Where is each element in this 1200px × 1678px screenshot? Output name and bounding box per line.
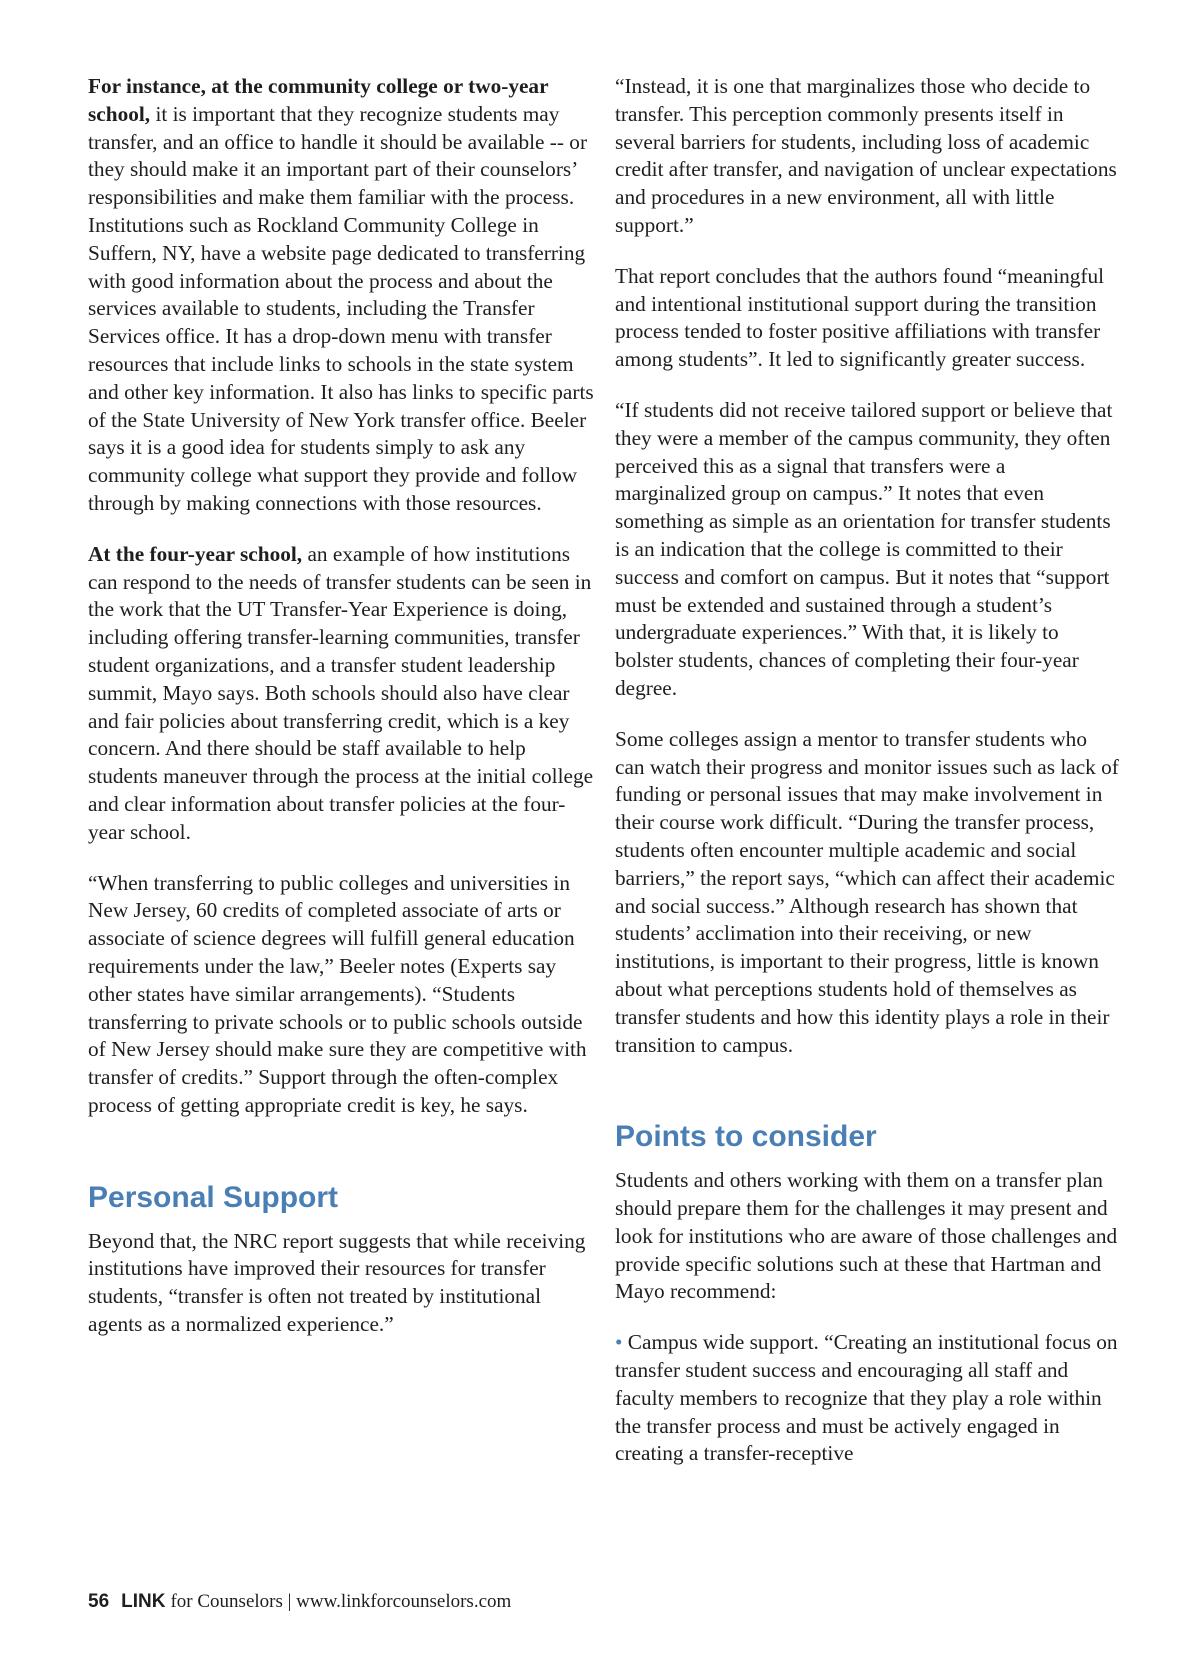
- paragraph-lead: For instance, at the community college or two-year school,: [88, 74, 549, 126]
- footer-text: for Counselors | www.linkforcounselors.com: [170, 1591, 512, 1612]
- right-column: [615, 73, 1120, 1491]
- paragraph-points-intro: Students and others working with them on a transfer plan should prepare them for the challenges it may present and look for institutions who are aware of those challenges and provide specific solutions such at these that Hartman and Mayo recommend:: [615, 1168, 1118, 1304]
- paragraph-community-college: [88, 73, 596, 518]
- left-column: [88, 73, 596, 1362]
- paragraph-marginalizes-quote: “Instead, it is one that marginalizes those who decide to transfer. This perception commonly presents itself in several barriers for students, including loss of academic credit after transfer, and navigation of unclear expectations and procedures in a new environment, all with little support.”: [615, 74, 1117, 237]
- paragraph-body: it is important that they recognize students may transfer, and an office to handle it should be available -- or they should make it an important part of their counselors’ responsibilities and make them familiar with the process. Institutions such as Rockland Community College in Suffern, NY, have a website page dedicated to transferring with good information about the process and about the services available to students, including the Transfer Services office. It has a drop-down menu with transfer resources that include links to schools in the state system and other key information. It also has links to specific parts of the State University of New York transfer office. Beeler says it is a good idea for students simply to ask any community college what support they provide and follow through by making connections with those resources.: [88, 101, 594, 515]
- paragraph-new-jersey-quote: “When transferring to public colleges and universities in New Jersey, 60 credits of completed associate of arts or associate of science degrees will fulfill general education requirements under the law,” Beeler notes (Experts say other states have similar arrangements). “Students transferring to private schools or to public schools outside of New Jersey should make sure they are competitive with transfer of credits.” Support through the often-complex process of getting appropriate credit is key, he says.: [88, 870, 587, 1117]
- spacer: [88, 1143, 596, 1181]
- paragraph-report-concludes: That report concludes that the authors found “meaningful and intentional institutional support during the transition process tended to foster positive affiliations with transfer among students”. It led to significantly greater success.: [615, 263, 1105, 372]
- paragraph-body: an example of how institutions can respond to the needs of transfer students can be seen in the work that the UT Transfer-Year Experience is doing, including offering transfer-learning communities, transfer student organizations, and a transfer student leadership summit, Mayo says. Both schools should also have clear and fair policies about transferring credit, which is a key concern. And there should be staff available to help students maneuver through the process at the initial college and clear information about transfer policies at the four-year school.: [88, 541, 594, 844]
- paragraph-lead: At the four-year school,: [88, 541, 303, 566]
- paragraph-mentor: Some colleges assign a mentor to transfer students who can watch their progress and monitor issues such as lack of funding or personal issues that may make involvement in their course work difficult. “During the transfer process, students often encounter multiple academic and social barriers,” the report says, “which can affect their academic and social success.” Although research has shown that students’ acclimation into their receiving, or new institutions, is important to their progress, little is known about what perceptions students hold of themselves as transfer students and how this identity plays a role in their transition to campus.: [615, 726, 1119, 1057]
- heading-points-to-consider: Points to consider: [615, 1120, 877, 1154]
- brand-logo-text: LINK: [121, 1591, 166, 1612]
- bullet-text: Campus wide support. “Creating an institutional focus on transfer student success and encouraging all staff and faculty members to recognize that they play a role within the transfer process and must be actively engaged in creating a transfer-receptive: [615, 1330, 1118, 1466]
- bullet-icon: •: [615, 1330, 623, 1355]
- spacer: [615, 1082, 1120, 1120]
- page-number: 56: [88, 1591, 110, 1612]
- paragraph-tailored-support: “If students did not receive tailored support or believe that they were a member of the campus community, they often perceived this as a signal that transfers were a marginalized group on campus.” It notes that even something as simple as an orientation for transfer students is an indication that the college is committed to their success and comfort on campus. But it notes that “support must be extended and sustained through a student’s undergraduate experiences.” With that, it is likely to bolster students, chances of completing their four-year degree.: [615, 397, 1113, 700]
- heading-personal-support: Personal Support: [88, 1180, 339, 1214]
- paragraph-nrc-report: Beyond that, the NRC report suggests that while receiving institutions have improved their resources for transfer students, “transfer is often not treated by institutional agents as a normalized experience.”: [88, 1228, 586, 1337]
- paragraph-four-year-school: [88, 541, 596, 847]
- bullet-campus-wide-support: [615, 1329, 1120, 1468]
- page-footer: [88, 1590, 511, 1614]
